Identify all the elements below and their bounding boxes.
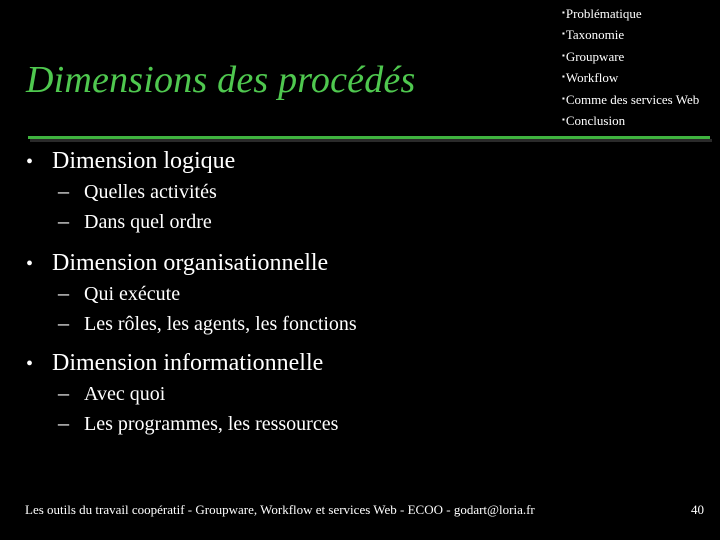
sub-bullet-item — [26, 176, 235, 206]
title-rule — [28, 136, 710, 139]
table-of-contents — [562, 3, 699, 131]
toc-item — [562, 46, 699, 67]
toc-item-label: Taxonomie — [565, 27, 625, 43]
bullet-icon: • — [26, 353, 34, 375]
page-number: 40 — [691, 502, 704, 517]
sub-bullet-label: Les programmes, les ressources — [84, 413, 339, 435]
toc-item — [562, 67, 699, 88]
slide-footer: Les outils du travail coopératif - Groupware, Workflow et services Web - ECOO - godart@loria.fr — [25, 502, 535, 517]
bullet-icon: • — [26, 151, 34, 173]
sub-bullet-item — [26, 308, 357, 338]
sub-bullet-item — [26, 206, 235, 236]
bullet-label: Dimension informationnelle — [52, 350, 324, 376]
toc-item — [562, 89, 699, 110]
dash-icon: – — [58, 280, 69, 305]
toc-item-label: Workflow — [565, 70, 619, 86]
toc-item-label: Groupware — [565, 48, 625, 64]
dash-icon: – — [58, 310, 69, 335]
sub-bullet-label: Les rôles, les agents, les fonctions — [84, 313, 357, 335]
bullet-icon: ▪ — [562, 29, 565, 39]
section-logique — [26, 146, 235, 236]
title-rule-shadow — [30, 139, 712, 142]
bullet-item — [26, 348, 338, 378]
bullet-item — [26, 248, 357, 278]
sub-bullet-item — [26, 378, 338, 408]
bullet-icon: ▪ — [562, 93, 565, 103]
bullet-icon: ▪ — [562, 115, 565, 125]
bullet-item — [26, 146, 235, 176]
bullet-label: Dimension logique — [52, 148, 236, 174]
sub-bullet-label: Dans quel ordre — [84, 211, 212, 233]
dash-icon: – — [58, 208, 69, 233]
toc-item — [562, 3, 699, 24]
sub-bullet-label: Quelles activités — [84, 181, 217, 203]
toc-item-label: Conclusion — [565, 113, 626, 129]
sub-bullet-item — [26, 408, 338, 438]
dash-icon: – — [58, 410, 69, 435]
sub-bullet-label: Avec quoi — [84, 383, 166, 405]
slide-title: Dimensions des procédés — [26, 59, 416, 101]
dash-icon: – — [58, 178, 69, 203]
dash-icon: – — [58, 380, 69, 405]
bullet-icon: ▪ — [562, 8, 565, 17]
toc-item-label: Problématique — [565, 6, 642, 21]
toc-item — [562, 24, 699, 45]
bullet-icon: ▪ — [562, 50, 565, 60]
bullet-icon: ▪ — [562, 72, 565, 82]
sub-bullet-label: Qui exécute — [84, 283, 181, 305]
section-organisationnelle — [26, 248, 357, 338]
bullet-label: Dimension organisationnelle — [52, 250, 329, 276]
toc-item — [562, 110, 699, 131]
toc-item-label: Comme des services Web — [565, 91, 700, 107]
section-informationnelle — [26, 348, 338, 438]
bullet-icon: • — [26, 253, 34, 275]
sub-bullet-item — [26, 278, 357, 308]
